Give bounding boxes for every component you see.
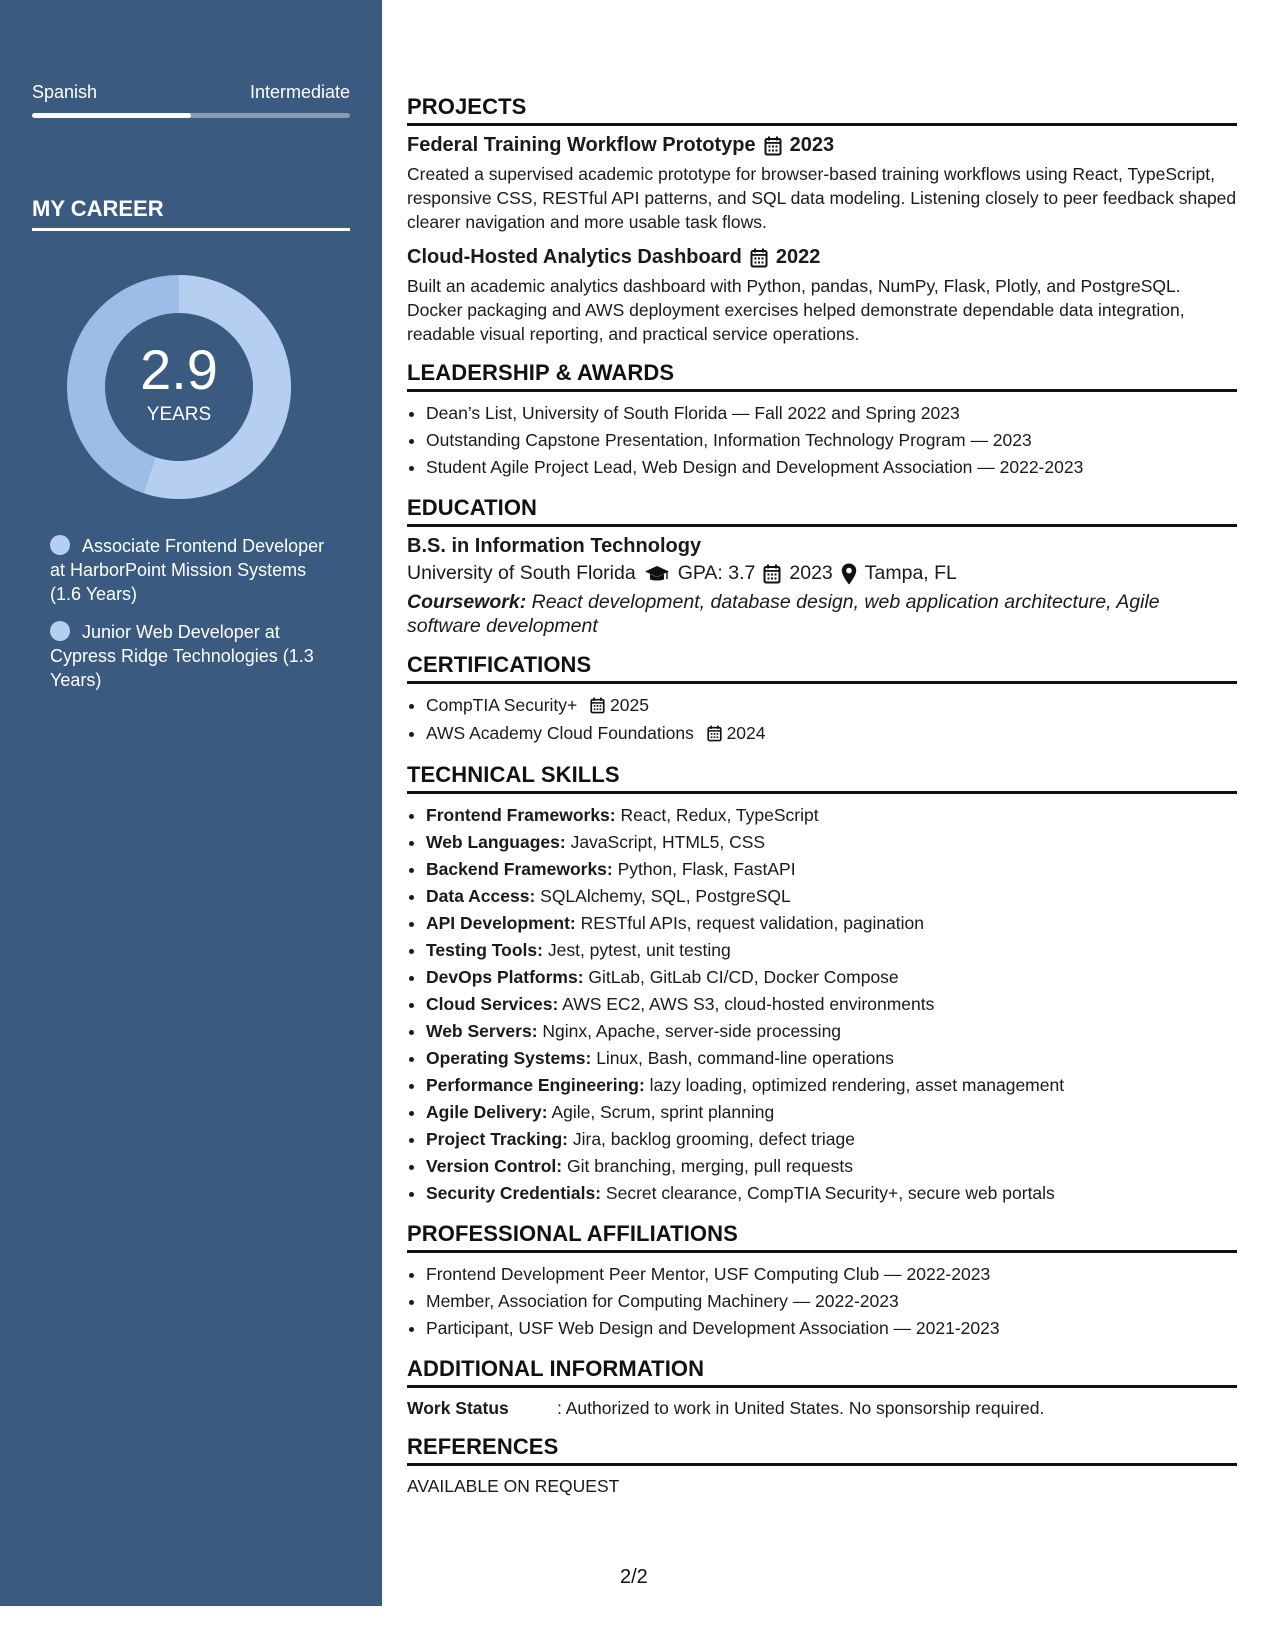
skill-item <box>426 991 1237 1018</box>
project-heading <box>407 134 1237 157</box>
skill-item <box>426 1099 1237 1126</box>
language-proficiency-fill <box>32 113 191 118</box>
references-section <box>407 1434 1237 1498</box>
skill-value: AWS EC2, AWS S3, cloud-hosted environments <box>558 993 935 1014</box>
skill-item <box>426 937 1237 964</box>
calendar-icon <box>707 721 722 748</box>
skill-value: Agile, Scrum, sprint planning <box>547 1101 775 1122</box>
coursework-label: Coursework: <box>407 591 527 613</box>
skill-label: Agile Delivery: <box>426 1101 548 1122</box>
skills-list <box>407 802 1237 1207</box>
education-location: Tampa, FL <box>864 562 957 584</box>
career-dot-icon <box>50 535 70 555</box>
section-title: PROJECTS <box>407 94 1237 126</box>
education-year: 2023 <box>789 562 833 584</box>
skill-label: Data Access: <box>426 885 536 906</box>
section-title: CERTIFICATIONS <box>407 652 1237 684</box>
skill-label: DevOps Platforms: <box>426 966 584 987</box>
section-title: EDUCATION <box>407 495 1237 527</box>
skill-label: Project Tracking: <box>426 1128 568 1149</box>
education-section <box>407 495 1237 638</box>
skill-value: Python, Flask, FastAPI <box>612 858 796 879</box>
skill-item <box>426 910 1237 937</box>
certification-item <box>426 692 1237 720</box>
references-text: AVAILABLE ON REQUEST <box>407 1475 620 1496</box>
calendar-icon <box>750 248 768 268</box>
skill-label: Web Servers: <box>426 1020 538 1041</box>
skill-item <box>426 883 1237 910</box>
sidebar <box>0 0 382 1606</box>
skill-value: Jest, pytest, unit testing <box>542 939 731 960</box>
main-content <box>407 94 1237 1512</box>
skill-item <box>426 1045 1237 1072</box>
career-item-text: Junior Web Developer at Cypress Ridge Technologies (1.3 Years) <box>50 622 314 690</box>
list-item: • Frontend Development Peer Mentor, USF Computing Club — 2022-2023 <box>426 1261 1237 1288</box>
skill-label: Testing Tools: <box>426 939 543 960</box>
certification-year: 2024 <box>726 722 766 743</box>
career-item-text: Associate Frontend Developer at HarborPoint Mission Systems (1.6 Years) <box>50 536 325 604</box>
calendar-icon <box>590 693 605 720</box>
section-title: LEADERSHIP & AWARDS <box>407 360 1237 392</box>
affiliations-section <box>407 1221 1237 1342</box>
certification-name: AWS Academy Cloud Foundations <box>426 722 694 743</box>
skill-item <box>426 1018 1237 1045</box>
section-title: REFERENCES <box>407 1434 1237 1466</box>
skill-item <box>426 856 1237 883</box>
skill-item <box>426 829 1237 856</box>
coursework-text: React development, database design, web application architecture, Agile software development <box>407 591 1160 637</box>
skill-label: Performance Engineering: <box>426 1074 645 1095</box>
project-name: Federal Training Workflow Prototype <box>407 134 756 156</box>
list-item: • Dean’s List, University of South Florida — Fall 2022 and Spring 2023 <box>426 400 1237 427</box>
additional-info-section <box>407 1356 1237 1420</box>
skill-value: lazy loading, optimized rendering, asset management <box>644 1074 1065 1095</box>
map-pin-icon <box>841 563 857 585</box>
skill-value: RESTful APIs, request validation, pagination <box>575 912 925 933</box>
skill-label: Web Languages: <box>426 831 566 852</box>
skill-label: Version Control: <box>426 1155 563 1176</box>
skill-value: Jira, backlog grooming, defect triage <box>568 1128 855 1149</box>
skill-value: GitLab, GitLab CI/CD, Docker Compose <box>583 966 899 987</box>
career-item <box>50 620 340 692</box>
section-title: TECHNICAL SKILLS <box>407 762 1237 794</box>
skill-value: SQLAlchemy, SQL, PostgreSQL <box>535 885 791 906</box>
graduation-cap-icon <box>644 564 670 584</box>
education-degree: B.S. in Information Technology <box>407 535 702 557</box>
education-coursework <box>407 590 1237 638</box>
section-title: PROFESSIONAL AFFILIATIONS <box>407 1221 1237 1253</box>
list-item: • Participant, USF Web Design and Development Association — 2021-2023 <box>426 1315 1237 1342</box>
language-proficiency-bar <box>32 113 350 118</box>
certification-item <box>426 720 1237 748</box>
language-row <box>32 82 350 103</box>
career-dot-icon <box>50 621 70 641</box>
project-description: Created a supervised academic prototype for browser-based training workflows using React, TypeScript, responsive CSS, RESTful API patterns, and SQL data modeling. Listening closely to peer feedback shaped clearer navigation and more usable task flows. <box>407 164 1237 232</box>
skill-item <box>426 1153 1237 1180</box>
list-item: • Member, Association for Computing Machinery — 2022-2023 <box>426 1288 1237 1315</box>
skill-value: React, Redux, TypeScript <box>615 804 819 825</box>
skill-label: Security Credentials: <box>426 1182 602 1203</box>
calendar-icon <box>764 136 782 156</box>
experience-unit: YEARS <box>146 404 212 425</box>
skills-section <box>407 762 1237 1207</box>
skill-item <box>426 1072 1237 1099</box>
skill-value: Linux, Bash, command-line operations <box>591 1047 894 1068</box>
project-description: Built an academic analytics dashboard with Python, pandas, NumPy, Flask, Plotly, and PostgreSQL. Docker packaging and AWS deployment exercises helped demonstrate dependable data integration, readable visual reporting, and practical service operations. <box>407 276 1185 344</box>
skill-item <box>426 964 1237 991</box>
list-item: • Outstanding Capstone Presentation, Information Technology Program — 2023 <box>426 427 1237 454</box>
page-number: 2/2 <box>620 1566 648 1588</box>
skill-label: Backend Frameworks: <box>426 858 613 879</box>
skill-item <box>426 802 1237 829</box>
certification-year: 2025 <box>610 695 649 715</box>
education-gpa: GPA: 3.7 <box>677 562 756 584</box>
skill-label: Frontend Frameworks: <box>426 804 616 825</box>
experience-value: 2.9 <box>140 338 218 401</box>
work-status-row <box>407 1396 1237 1420</box>
certifications-list <box>407 692 1237 748</box>
work-status-value: : Authorized to work in United States. No sponsorship required. <box>557 1397 1045 1418</box>
project-heading <box>407 246 1237 269</box>
project-year: 2022 <box>775 246 821 268</box>
language-name: Spanish <box>32 82 98 102</box>
skill-value: JavaScript, HTML5, CSS <box>565 831 766 852</box>
skill-value: Git branching, merging, pull requests <box>562 1155 853 1176</box>
skill-label: API Development: <box>426 912 576 933</box>
certification-name: CompTIA Security+ <box>426 695 578 715</box>
list-item: • Student Agile Project Lead, Web Design and Development Association — 2022-2023 <box>426 454 1237 481</box>
project-year: 2023 <box>789 134 835 156</box>
certifications-section <box>407 652 1237 748</box>
skill-value: Nginx, Apache, server-side processing <box>537 1020 842 1041</box>
experience-total <box>66 274 292 500</box>
career-heading: MY CAREER <box>32 196 350 231</box>
project-name: Cloud-Hosted Analytics Dashboard <box>407 246 742 268</box>
education-school: University of South Florida <box>407 562 636 584</box>
skill-label: Operating Systems: <box>426 1047 592 1068</box>
section-title: ADDITIONAL INFORMATION <box>407 1356 1237 1388</box>
leadership-list <box>407 400 1237 481</box>
work-status-label: Work Status <box>407 1397 509 1418</box>
affiliations-list <box>407 1261 1237 1342</box>
career-item <box>50 534 340 606</box>
skill-value: Secret clearance, CompTIA Security+, secure web portals <box>601 1182 1055 1203</box>
skill-label: Cloud Services: <box>426 993 559 1014</box>
career-list <box>50 534 340 706</box>
language-level: Intermediate <box>249 82 350 102</box>
projects-section <box>407 94 1237 346</box>
skill-item <box>426 1180 1237 1207</box>
calendar-icon <box>763 564 781 584</box>
education-details <box>407 562 1237 585</box>
leadership-section <box>407 360 1237 481</box>
skill-item <box>426 1126 1237 1153</box>
